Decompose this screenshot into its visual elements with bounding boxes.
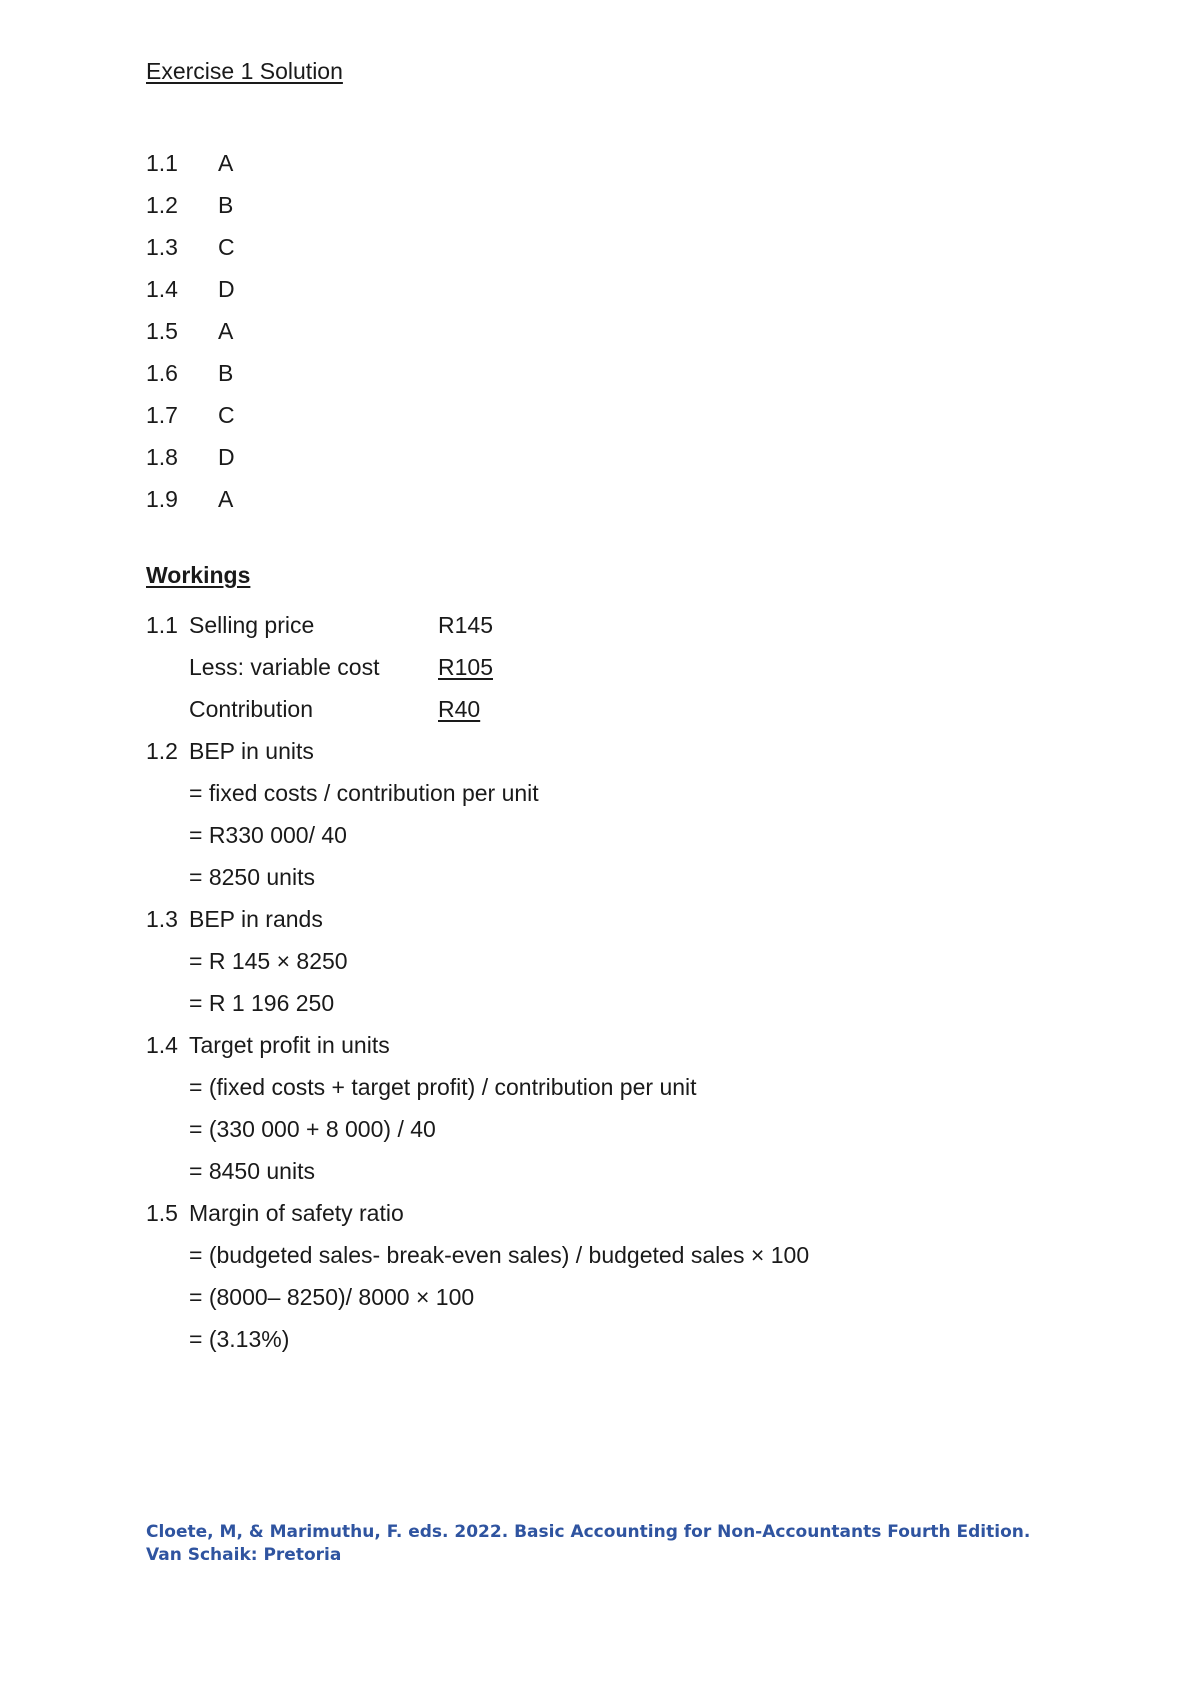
working-result: = 8450 units bbox=[189, 1158, 315, 1184]
answer-number: 1.2 bbox=[146, 191, 178, 218]
variable-cost-value: R105 bbox=[438, 654, 493, 680]
answer-number: 1.1 bbox=[146, 149, 178, 176]
selling-price-label: Selling price bbox=[189, 612, 315, 638]
working-number: 1.3 bbox=[146, 906, 178, 932]
answer-letter: C bbox=[218, 401, 235, 428]
answer-row bbox=[146, 142, 235, 184]
working-formula: = (fixed costs + target profit) / contribution per unit bbox=[189, 1074, 697, 1100]
working-result: = (3.13%) bbox=[189, 1326, 290, 1352]
working-formula: = (8000– 8250)/ 8000 × 100 bbox=[189, 1284, 475, 1310]
answer-row bbox=[146, 436, 235, 478]
answer-letter: C bbox=[218, 233, 235, 260]
working-heading: BEP in units bbox=[189, 738, 314, 764]
answer-row bbox=[146, 352, 235, 394]
answer-number: 1.8 bbox=[146, 443, 178, 470]
answer-row bbox=[146, 226, 235, 268]
answer-number: 1.7 bbox=[146, 401, 178, 428]
working-heading: Margin of safety ratio bbox=[189, 1200, 404, 1226]
working-formula: = (330 000 + 8 000) / 40 bbox=[189, 1116, 436, 1142]
answer-number: 1.5 bbox=[146, 317, 178, 344]
page-title: Exercise 1 Solution bbox=[146, 58, 343, 84]
working-formula: = fixed costs / contribution per unit bbox=[189, 780, 539, 806]
answer-letter: A bbox=[218, 149, 234, 176]
workings-heading: Workings bbox=[146, 562, 251, 588]
working-formula: = R 145 × 8250 bbox=[189, 948, 348, 974]
variable-cost-label: Less: variable cost bbox=[189, 654, 380, 680]
citation-footer: Cloete, M, & Marimuthu, F. eds. 2022. Basic Accounting for Non-Accountants Fourth Edition. Van Schaik: Pretoria bbox=[146, 1522, 1031, 1565]
answer-letter: B bbox=[218, 191, 234, 218]
contribution-label: Contribution bbox=[189, 696, 314, 722]
selling-price-value: R145 bbox=[438, 612, 493, 638]
contribution-value: R40 bbox=[438, 696, 481, 722]
working-formula: = R330 000/ 40 bbox=[189, 822, 347, 848]
answer-number: 1.3 bbox=[146, 233, 178, 260]
answer-row bbox=[146, 310, 235, 352]
working-heading: Target profit in units bbox=[189, 1032, 390, 1058]
answer-row bbox=[146, 184, 235, 226]
working-result: = 8250 units bbox=[189, 864, 315, 890]
answer-letter: D bbox=[218, 275, 235, 302]
answer-row bbox=[146, 268, 235, 310]
working-number: 1.2 bbox=[146, 738, 178, 764]
answer-list bbox=[146, 142, 235, 520]
answer-letter: B bbox=[218, 359, 234, 386]
working-number: 1.1 bbox=[146, 612, 178, 638]
answer-letter: A bbox=[218, 485, 234, 512]
answer-number: 1.9 bbox=[146, 485, 178, 512]
working-heading: BEP in rands bbox=[189, 906, 323, 932]
working-formula: = (budgeted sales- break-even sales) / budgeted sales × 100 bbox=[189, 1242, 810, 1268]
answer-row bbox=[146, 478, 235, 520]
working-number: 1.5 bbox=[146, 1200, 178, 1226]
working-result: = R 1 196 250 bbox=[189, 990, 335, 1016]
answer-row bbox=[146, 394, 235, 436]
answer-letter: A bbox=[218, 317, 234, 344]
answer-number: 1.4 bbox=[146, 275, 178, 302]
answer-number: 1.6 bbox=[146, 359, 178, 386]
working-number: 1.4 bbox=[146, 1032, 178, 1058]
answer-letter: D bbox=[218, 443, 235, 470]
